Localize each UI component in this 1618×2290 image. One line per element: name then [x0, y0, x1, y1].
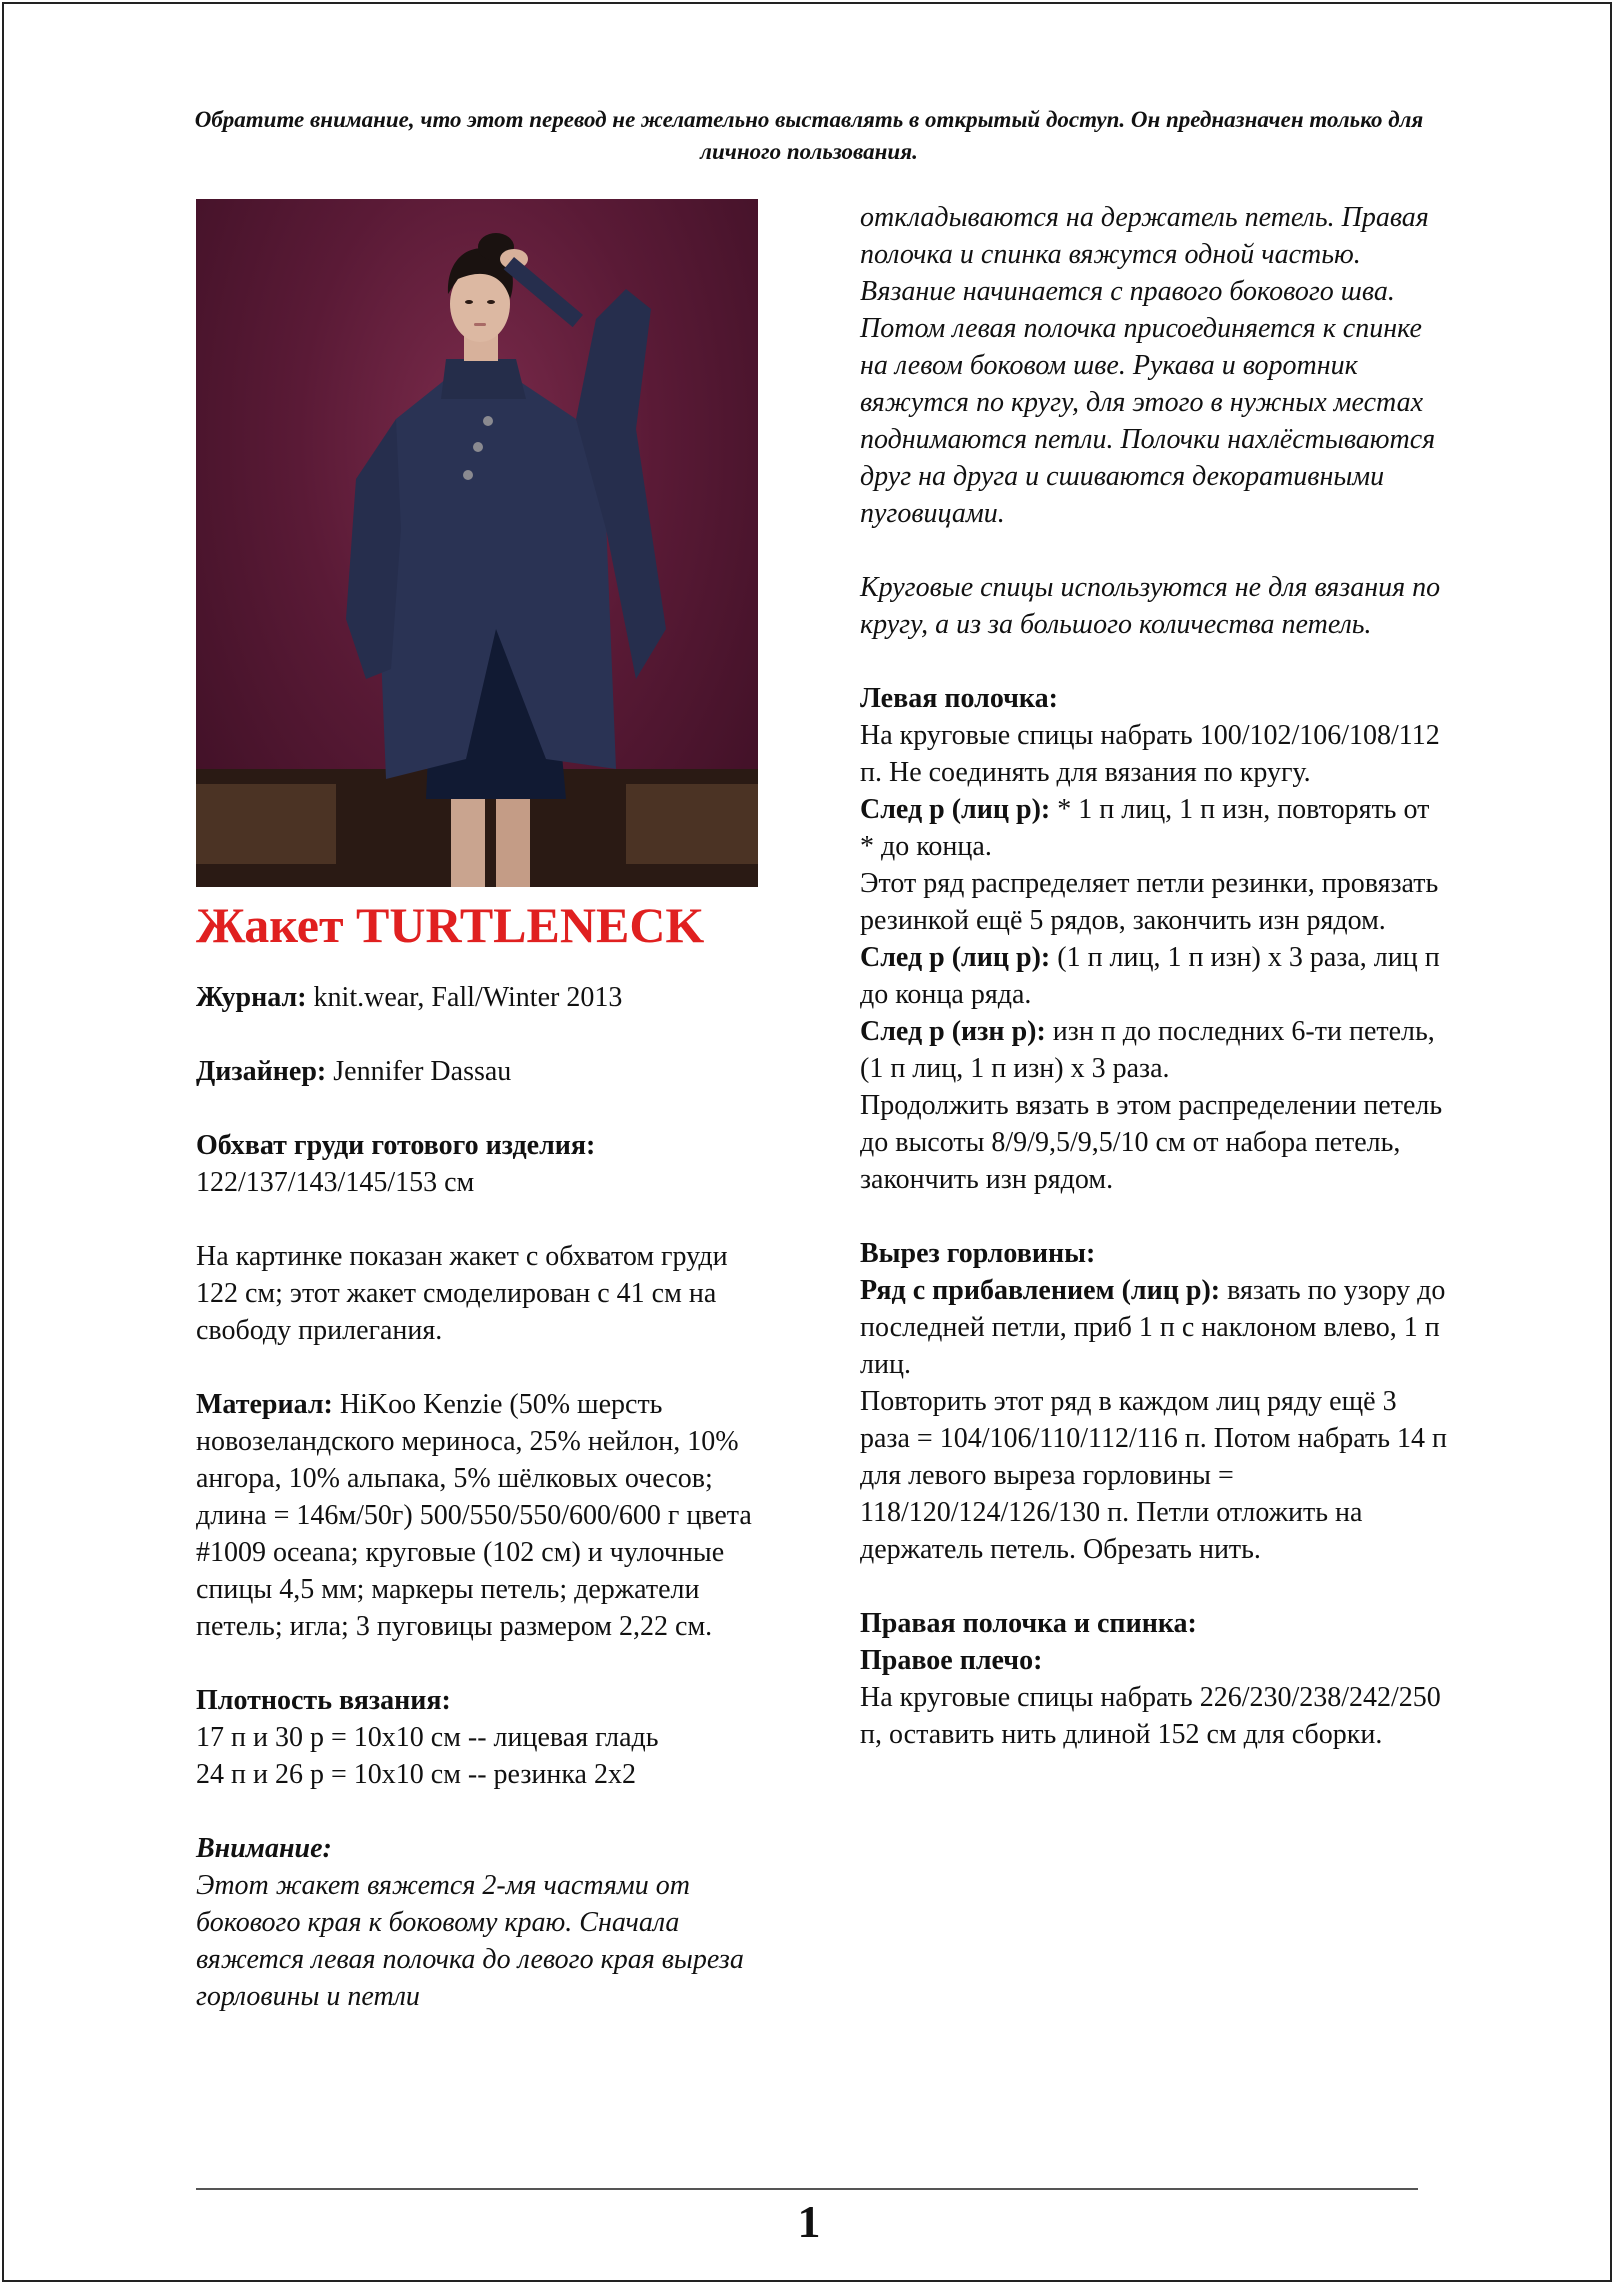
document-page: [2, 2, 1612, 2282]
construction-continued: откладываются на держатель петель. Правая полочка и спинка вяжутся одной частью. Вязание начинается с правого бокового шва. Потом левая полочка присоединяется к спинке на левом боковом шве. Рукава и воротник вяжутся по кругу, для этого в нужных местах поднимаются петли. Полочки нахлёстываются друг на друга и сшиваются декоративными пуговицами.: [860, 202, 1436, 529]
model-photo: [196, 199, 758, 887]
right-shoulder-heading: Правое плечо:: [860, 1645, 1043, 1676]
row-2-text: (1 п лиц, 1 п изн) x 3 раза, лиц п до конца ряда.: [860, 942, 1440, 1010]
page-number: 1: [797, 2196, 821, 2247]
right-front-heading: Правая полочка и спинка:: [860, 1608, 1197, 1639]
material-paragraph: [196, 1386, 776, 1645]
gauge-line-2: 24 п и 26 р = 10x10 см -- резинка 2x2: [196, 1759, 636, 1790]
right-front-text: На круговые спицы набрать 226/230/238/242/250 п, оставить нить длиной 152 см для сборки.: [860, 1682, 1441, 1750]
designer-line: [196, 1053, 776, 1090]
magazine-value: knit.wear, Fall/Winter 2013: [306, 982, 623, 1013]
left-front-heading: Левая полочка:: [860, 683, 1058, 714]
left-front-row-3: [860, 1013, 1450, 1087]
pattern-title: Жакет TURTLENECK: [196, 897, 705, 953]
row-3-text: изн п до последних 6-ти петель, (1 п лиц, 1 п изн) x 3 раза.: [860, 1016, 1435, 1084]
right-column: [860, 199, 1450, 1753]
magazine-label: Журнал:: [196, 982, 307, 1013]
material-value: HiKoo Kenzie (50% шерсть новозеландского мериноса, 25% нейлон, 10% ангора, 10% альпака, 5% шёлковых очесов; длина = 146м/50г) 500/550/550/600/600 г цвета #1009 oceana; круговые (102 см) и чулочные спицы 4,5 мм; маркеры петель; держатели петель; игла; 3 пуговицы размером 2,22 см.: [196, 1389, 752, 1642]
material-label: Материал:: [196, 1389, 333, 1420]
row-3-label: След р (изн р):: [860, 1016, 1046, 1047]
circular-needles-note: Круговые спицы используются не для вязания по кругу, а из за большого количества петель.: [860, 572, 1441, 640]
neck-repeat-text: Повторить этот ряд в каждом лиц ряду ещё 3 раза = 104/106/110/112/116 п. Потом набрать 14 п для левого выреза горловины = 118/120/124/126/130 п. Петли отложить на держатель петель. Обрезать нить.: [860, 1386, 1447, 1565]
left-column: [196, 199, 776, 2015]
neck-heading: Вырез горловины:: [860, 1238, 1096, 1269]
gauge-line-1: 17 п и 30 р = 10x10 см -- лицевая гладь: [196, 1722, 659, 1753]
bust-value: 122/137/143/145/153 см: [196, 1167, 475, 1198]
model-illustration: [196, 199, 758, 887]
magazine-line: [196, 979, 776, 1016]
left-front-row-1-note: Этот ряд распределяет петли резинки, провязать резинкой ещё 5 рядов, закончить изн рядом.: [860, 868, 1439, 936]
designer-label: Дизайнер:: [196, 1056, 327, 1087]
increase-row-text: вязать по узору до последней петли, приб 1 п с наклоном влево, 1 п лиц.: [860, 1275, 1446, 1380]
attention-label: Внимание:: [196, 1833, 332, 1864]
row-1-label: След р (лиц р):: [860, 794, 1051, 825]
increase-row-label: Ряд с прибавлением (лиц р):: [860, 1275, 1221, 1306]
gauge-label: Плотность вязания:: [196, 1685, 451, 1716]
left-front-continue: Продолжить вязать в этом распределении петель до высоты 8/9/9,5/9,5/10 см от набора петель, закончить изн рядом.: [860, 1090, 1443, 1195]
attention-text: Этот жакет вяжется 2-мя частями от бокового края к боковому краю. Сначала вяжется левая полочка до левого края выреза горловины и петли: [196, 1870, 744, 2012]
left-front-cast-on: На круговые спицы набрать 100/102/106/108/112 п. Не соединять для вязания по кругу.: [860, 720, 1440, 788]
neck-increase-row: [860, 1272, 1450, 1383]
row-2-label: След р (лиц р):: [860, 942, 1051, 973]
footer-divider: [196, 2188, 1418, 2190]
usage-notice: Обратите внимание, что этот перевод не желательно выставлять в открытый доступ. Он предназначен только для личного пользования.: [194, 107, 1424, 164]
left-front-row-2: [860, 939, 1450, 1013]
row-1-text: * 1 п лиц, 1 п изн, повторять от * до конца.: [860, 794, 1430, 862]
shown-size-text: На картинке показан жакет с обхватом груди 122 см; этот жакет смоделирован с 41 см на свободу прилегания.: [196, 1241, 728, 1346]
left-front-row-1: [860, 791, 1450, 865]
designer-value: Jennifer Dassau: [326, 1056, 512, 1087]
bust-label: Обхват груди готового изделия:: [196, 1130, 596, 1161]
